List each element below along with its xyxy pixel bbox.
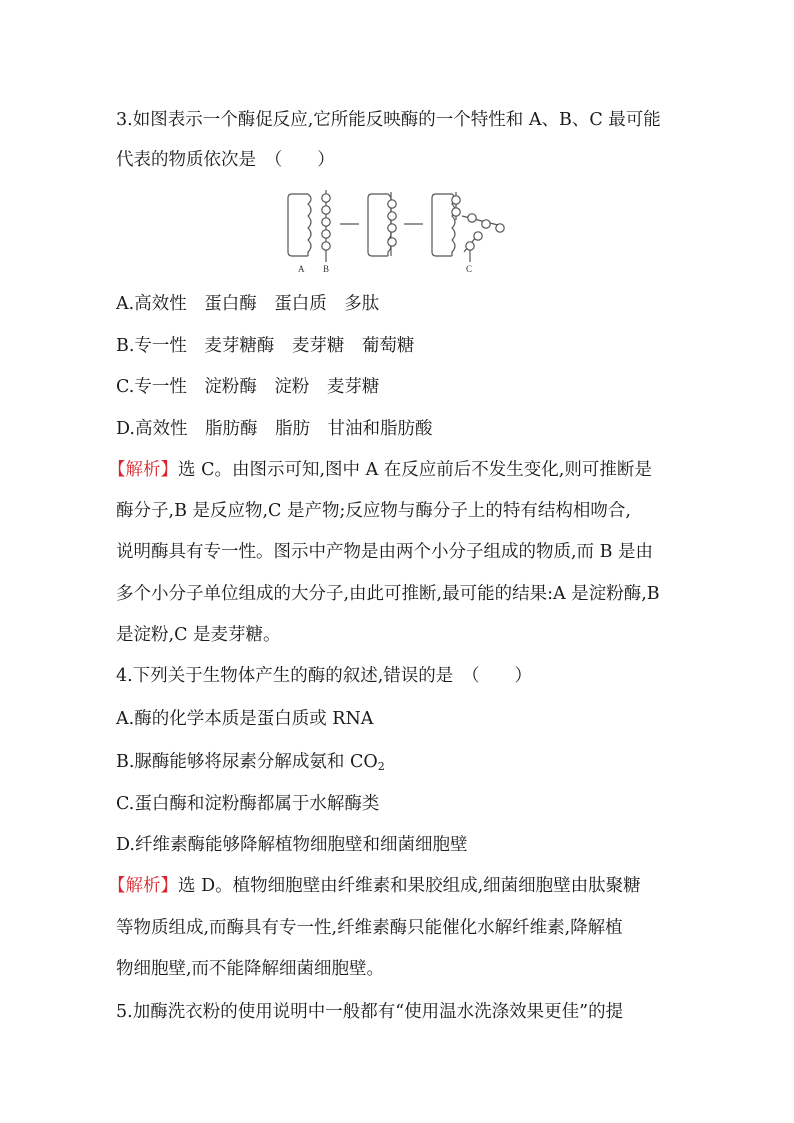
- q4-option-d: D.纤维素酶能够降解植物细胞壁和细菌细胞壁: [116, 835, 468, 855]
- q4-stem: 4.下列关于生物体产生的酶的叙述,错误的是 （ ）: [116, 666, 533, 686]
- q4-option-b: [116, 750, 385, 774]
- label-b: B: [323, 264, 330, 274]
- enzyme-reaction-diagram: [284, 186, 514, 278]
- q4-option-b-text: B.脲酶能够将尿素分解成氨和 CO: [116, 752, 378, 772]
- q3-stem-line-2: 代表的物质依次是 （ ）: [116, 150, 335, 170]
- q3-analysis-line-2: 酶分子,B 是反应物,C 是产物;反应物与酶分子上的特有结构相吻合,: [116, 501, 631, 521]
- q4-analysis-line-2: 等物质组成,而酶具有专一性,纤维素酶只能催化水解纤维素,降解植: [116, 918, 623, 938]
- q3-option-c: C.专一性 淀粉酶 淀粉 麦芽糖: [116, 377, 380, 397]
- q3-analysis-line-1: [108, 458, 652, 482]
- q5-stem-line-1: 5.加酶洗衣粉的使用说明中一般都有“使用温水洗涤效果更佳”的提: [116, 1002, 624, 1022]
- analysis-text: 选 C。由图示可知,图中 A 在反应前后不发生变化,则可推断是: [178, 460, 652, 480]
- q4-option-c: C.蛋白酶和淀粉酶都属于水解酶类: [116, 794, 380, 814]
- q4-analysis-line-1: [108, 874, 641, 898]
- q3-analysis-line-5: 是淀粉,C 是麦芽糖。: [116, 625, 281, 645]
- q4-option-a: A.酶的化学本质是蛋白质或 RNA: [116, 709, 374, 729]
- enzyme-a-shape: [288, 194, 308, 256]
- q3-option-d: D.高效性 脂肪酶 脂肪 甘油和脂肪酸: [116, 419, 433, 439]
- label-c: C: [466, 264, 473, 274]
- analysis-tag: 【解析】: [108, 876, 178, 896]
- analysis-text: 选 D。植物细胞壁由纤维素和果胶组成,细菌细胞壁由肽聚糖: [178, 876, 641, 896]
- q3-analysis-line-4: 多个小分子单位组成的大分子,由此可推断,最可能的结果:A 是淀粉酶,B: [116, 584, 660, 604]
- q3-option-b: B.专一性 麦芽糖酶 麦芽糖 葡萄糖: [116, 336, 415, 356]
- q3-stem-line-1: 3.如图表示一个酶促反应,它所能反映酶的一个特性和 A、B、C 最可能: [116, 110, 661, 130]
- q3-option-a: A.高效性 蛋白酶 蛋白质 多肽: [116, 294, 380, 314]
- q4-option-b-subscript: 2: [377, 760, 385, 773]
- label-a: A: [298, 264, 305, 274]
- analysis-tag: 【解析】: [108, 460, 178, 480]
- q3-analysis-line-3: 说明酶具有专一性。图示中产物是由两个小分子组成的物质,而 B 是由: [116, 542, 654, 562]
- q4-analysis-line-3: 物细胞壁,而不能降解细菌细胞壁。: [116, 959, 385, 979]
